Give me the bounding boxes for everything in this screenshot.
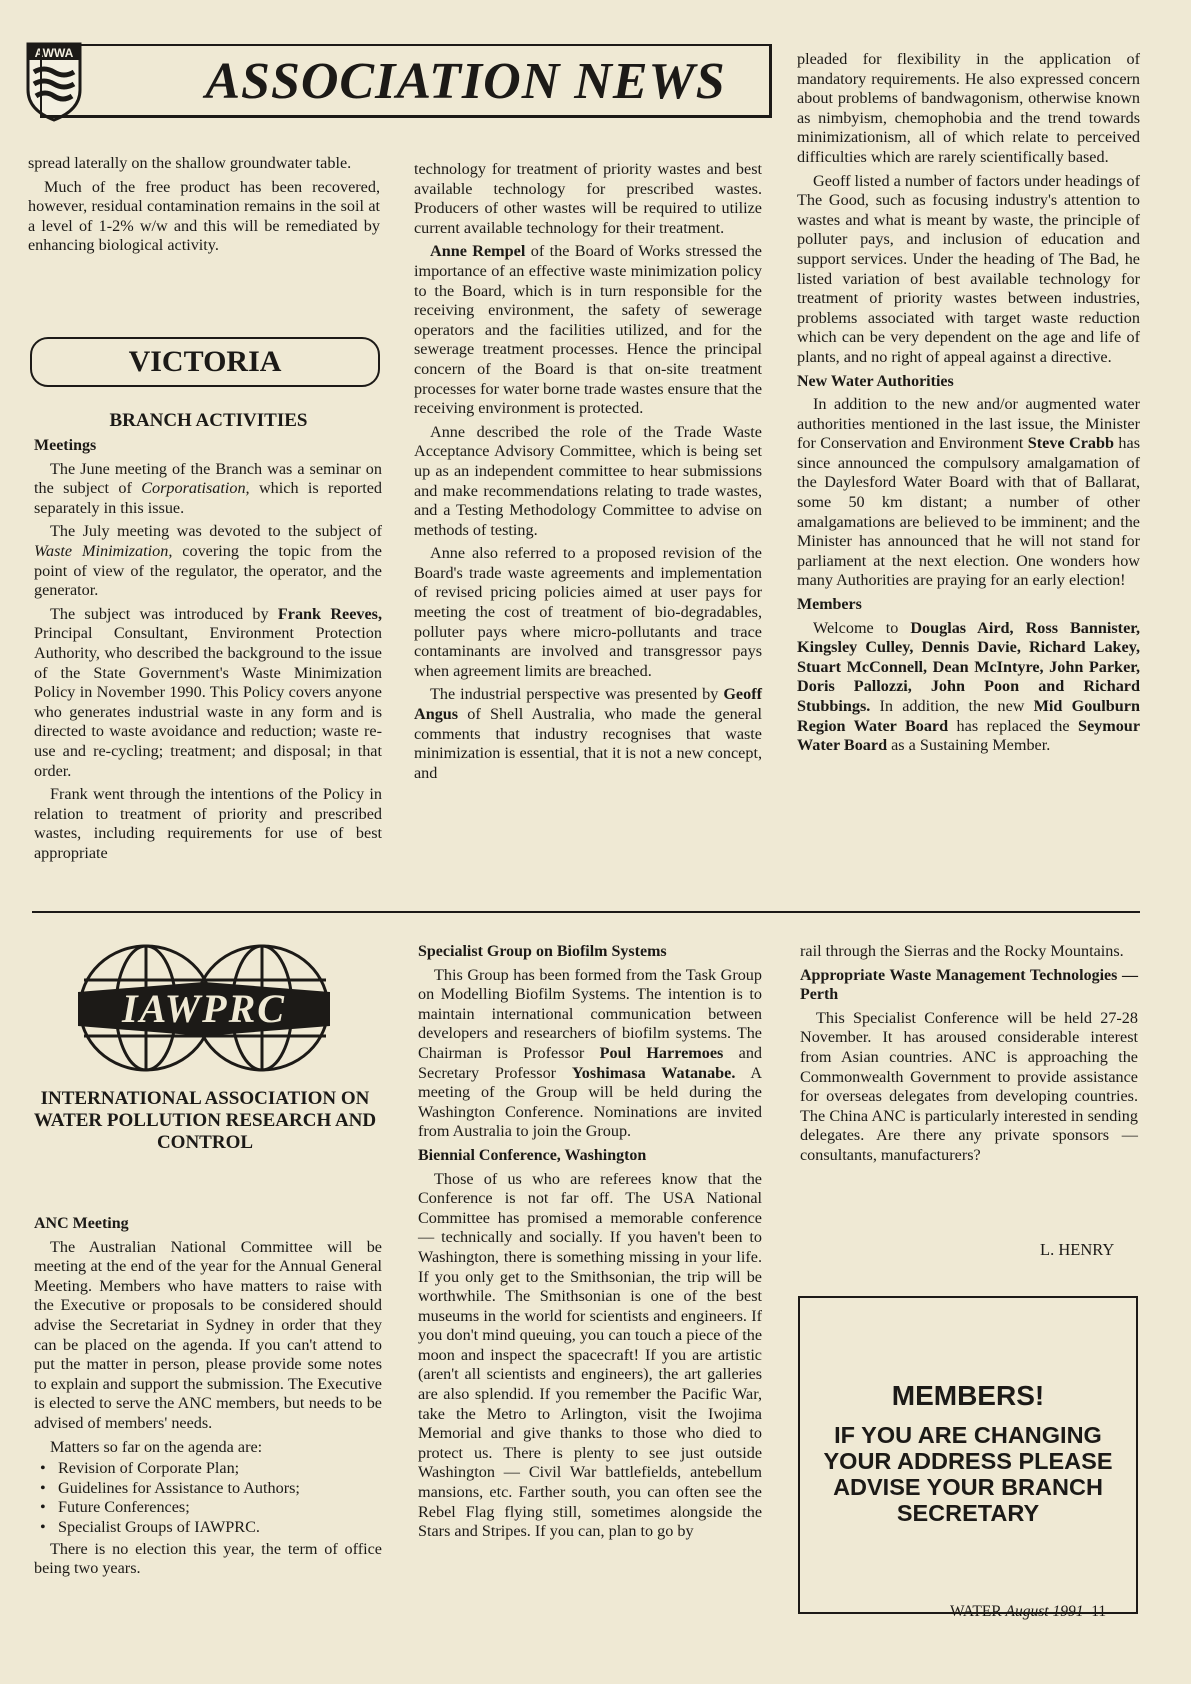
- awwa-logo-text: AWWA: [34, 46, 74, 60]
- anc-meeting-heading: ANC Meeting: [34, 1215, 129, 1232]
- iawprc-title: INTERNATIONAL ASSOCIATION ON WATER POLLUTION RESEARCH AND CONTROL: [33, 1088, 377, 1153]
- members-notice-box: [798, 1296, 1138, 1614]
- col3-p3: In addition to the new and/or augmented water authorities mentioned in the last issue, the Minister for Conservation and Environment Steve Crabb has since announced the compulsory amalgamation of the Daylesford Water Board with that of Ballarat, some 50 km distant; a number of other amalgamations are believed to be imminent; and the Minister has announced that he will not stand for parliament at the next election. One wonders how many Authorities are praying for an early election!: [797, 395, 1140, 590]
- anc-p2: Matters so far on the agenda are:: [50, 1437, 263, 1456]
- section-divider: [32, 911, 1140, 913]
- col3-p2: Geoff listed a number of factors under headings of The Good, such as focusing industry's attention to wastes and what is meant by waste, the principle of polluter pays, and inclusion of education and support services. Under the heading of The Bad, he listed variation of best available technology for treatment of priority wastes between industries, problems associated with target waste reduction which can be very dependent on the age and life of plants, and no right of appeal against a directive.: [797, 171, 1140, 366]
- col1-victoria: [34, 436, 382, 863]
- awmt-heading: Appropriate Waste Management Technologies — Perth: [800, 966, 1138, 1004]
- footer-page-number: 11: [1091, 1603, 1107, 1620]
- page-title: ASSOCIATION NEWS: [205, 53, 726, 110]
- footer-magazine: WATER: [950, 1603, 1002, 1620]
- col1-p1: spread laterally on the shallow groundwater table.: [28, 154, 352, 172]
- vic-p3: The subject was introduced by Frank Reeves, Principal Consultant, Environment Protection Authority, who described the background to the issue of the State Government's Waste Minimization Policy in November 1990. This Policy covers anyone who generates industrial waste in any form and is directed to waste avoidance and reduction; waste re-use and re-cycling; treatment; and disposal; in that order.: [34, 604, 383, 780]
- biennial-p: Those of us who are referees know that the Conference is not far off. The USA National Committee has promised a memorable conference — technically and socially. If you haven't been to Washington, there is something missing in your life. If you only get to the Smithsonian, the trip will be worthwhile. The Smithsonian is one of the best museums in the world for scientists and engineers. If you don't mind queuing, you can touch a piece of the moon and inspect the spacecraft! If you are artistic (aren't all scientists and engineers), the art galleries are also splendid. If you remember the Pacific War, take the Metro to Arlington, visit the Iwojima Memorial and give thanks to those who died to protect us. There is plenty to see just outside Washington — Civil War battlefields, antebellum mansions, etc. Farther south, you can often see the Rebel Flag flying still, sometimes alongside the Stars and Stripes. If you can, plan to go by: [418, 1169, 762, 1541]
- page-footer: [950, 1603, 1106, 1621]
- vic-p4: Frank went through the intentions of the Policy in relation to treatment of priority and prescribed wastes, including requirements for use of best appropriate: [34, 785, 382, 862]
- col2-p1: technology for treatment of priority wastes and best available technology for prescribed wastes. Producers of other wastes will be required to utilize current available technology for their treatment.: [414, 160, 762, 237]
- col3-bottom: [800, 942, 1138, 1166]
- col3-p4: Welcome to Douglas Aird, Ross Bannister, Kingsley Culley, Dennis Davie, Richard Lakey, Stuart McConnell, Dean McIntyre, John Parker, Doris Pallozzi, John Poon and Richard Stubbings. In addition, the new Mid Goulburn Region Water Board has replaced the Seymour Water Board as a Sustaining Member.: [797, 618, 1140, 755]
- meetings-heading: Meetings: [34, 437, 97, 454]
- anc-p1: The Australian National Committee will be meeting at the end of the year for the Annual General Meeting. Members who have matters to raise with the Executive or proposals to be considered should advise the Secretariat in Sydney in order that they can be placed on the agenda. If you can't attend to put the matter in person, please provide some notes to explain and support the submission. The Executive is elected to serve the ANC members, but needs to be advised of members' needs.: [34, 1237, 382, 1432]
- col2-p2: Anne Rempel of the Board of Works stressed the importance of an effective waste minimization policy to the Board, which is in turn responsible for the receiving environment, the safety of sewerage operators and the facilities utilized, and for the sewerage treatment processes. Hence the principal concern of the Board is that on-site treatment processes for water borne trade wastes ensure that the receiving environment is protected.: [414, 242, 762, 418]
- biennial-heading: Biennial Conference, Washington: [418, 1146, 647, 1164]
- col3-top: [797, 50, 1140, 756]
- col2-top: [414, 160, 762, 783]
- victoria-heading: VICTORIA: [30, 337, 380, 387]
- agenda-item: • Guidelines for Assistance to Authors;: [34, 1479, 382, 1499]
- agenda-item: • Future Conferences;: [34, 1498, 382, 1518]
- agenda-item: • Specialist Groups of IAWPRC.: [34, 1518, 382, 1538]
- author-signature: L. HENRY: [1040, 1240, 1115, 1259]
- members-notice-title: MEMBERS!: [891, 1380, 1045, 1411]
- col3-p1: pleaded for flexibility in the application of mandatory requirements. He also expressed concern about problems of bandwagonism, otherwise known as nimbyism, chemophobia and the trend towards minimizationism, all of which relate to perceived difficulties which are rarely scientifically based.: [797, 50, 1140, 166]
- members-heading: Members: [797, 596, 862, 614]
- col2-p5: The industrial perspective was presented by Geoff Angus of Shell Australia, who made the general comments that industry recognises that waste minimization is essential, that it is not a new concept, and: [414, 685, 762, 782]
- branch-activities-heading: BRANCH ACTIVITIES: [109, 410, 308, 431]
- members-notice-text: IF YOU ARE CHANGING YOUR ADDRESS PLEASE ADVISE YOUR BRANCH SECRETARY: [823, 1422, 1113, 1526]
- vic-p1: The June meeting of the Branch was a seminar on the subject of Corporatisation, which is reported separately in this issue.: [34, 459, 382, 517]
- new-water-authorities-heading: New Water Authorities: [797, 372, 954, 390]
- iawprc-globe-logo-icon: [64, 938, 344, 1078]
- col1-bottom: [34, 1214, 382, 1579]
- biofilm-p1: This Group has been formed from the Task Group on Modelling Biofilm Systems. The intention is to maintain international communication between developers and researchers of biofilm systems. The Chairman is Professor Poul Harremoes and Secretary Professor Yoshimasa Watanabe. A meeting of the Group will be held during the Washington Conference. Nominations are invited from Australia to join the Group.: [418, 965, 763, 1141]
- col3b-p1: rail through the Sierras and the Rocky Mountains.: [800, 942, 1124, 960]
- col1-p2: Much of the free product has been recovered, however, residual contamination remains in the soil at a level of 1-2% w/w and this will be remediated by enhancing biological activity.: [28, 177, 380, 255]
- vic-p2: The July meeting was devoted to the subject of Waste Minimization, covering the topic from the point of view of the regulator, the operator, and the generator.: [34, 522, 382, 600]
- agenda-item: • Revision of Corporate Plan;: [34, 1459, 382, 1479]
- iawprc-logo-text: IAWPRC: [122, 986, 286, 1031]
- col2-p3: Anne described the role of the Trade Waste Acceptance Advisory Committee, which is being set up as an independent committee to hear submissions and make recommendations relating to trade wastes, and a Testing Methodology Committee to advise on methods of testing.: [414, 422, 762, 539]
- footer-issue: August 1991: [1005, 1603, 1084, 1620]
- agenda-list: [34, 1459, 382, 1537]
- col2-bottom: [418, 942, 762, 1542]
- anc-p3: There is no election this year, the term of office being two years.: [34, 1539, 382, 1578]
- col1-top: [28, 154, 380, 256]
- header-box: [40, 44, 772, 118]
- col2-p4: Anne also referred to a proposed revision of the Board's trade waste agreements and implementation of revised pricing policies aimed at user pays for meeting the cost of treatment of bio-degradables, polluter pays where micro-pollutants and trace contaminants are involved and transgressor pays when agreement limits are breached.: [414, 544, 762, 680]
- col3b-p2: This Specialist Conference will be held 27-28 November. It has aroused considerable interest from Asian countries. ANC is approaching the Commonwealth Government to provide assistance for overseas delegates from developing countries. The China ANC is particularly interested in sending delegates. Are there any private sponsors — consultants, manufacturers?: [800, 1008, 1138, 1164]
- biofilm-heading: Specialist Group on Biofilm Systems: [418, 943, 667, 960]
